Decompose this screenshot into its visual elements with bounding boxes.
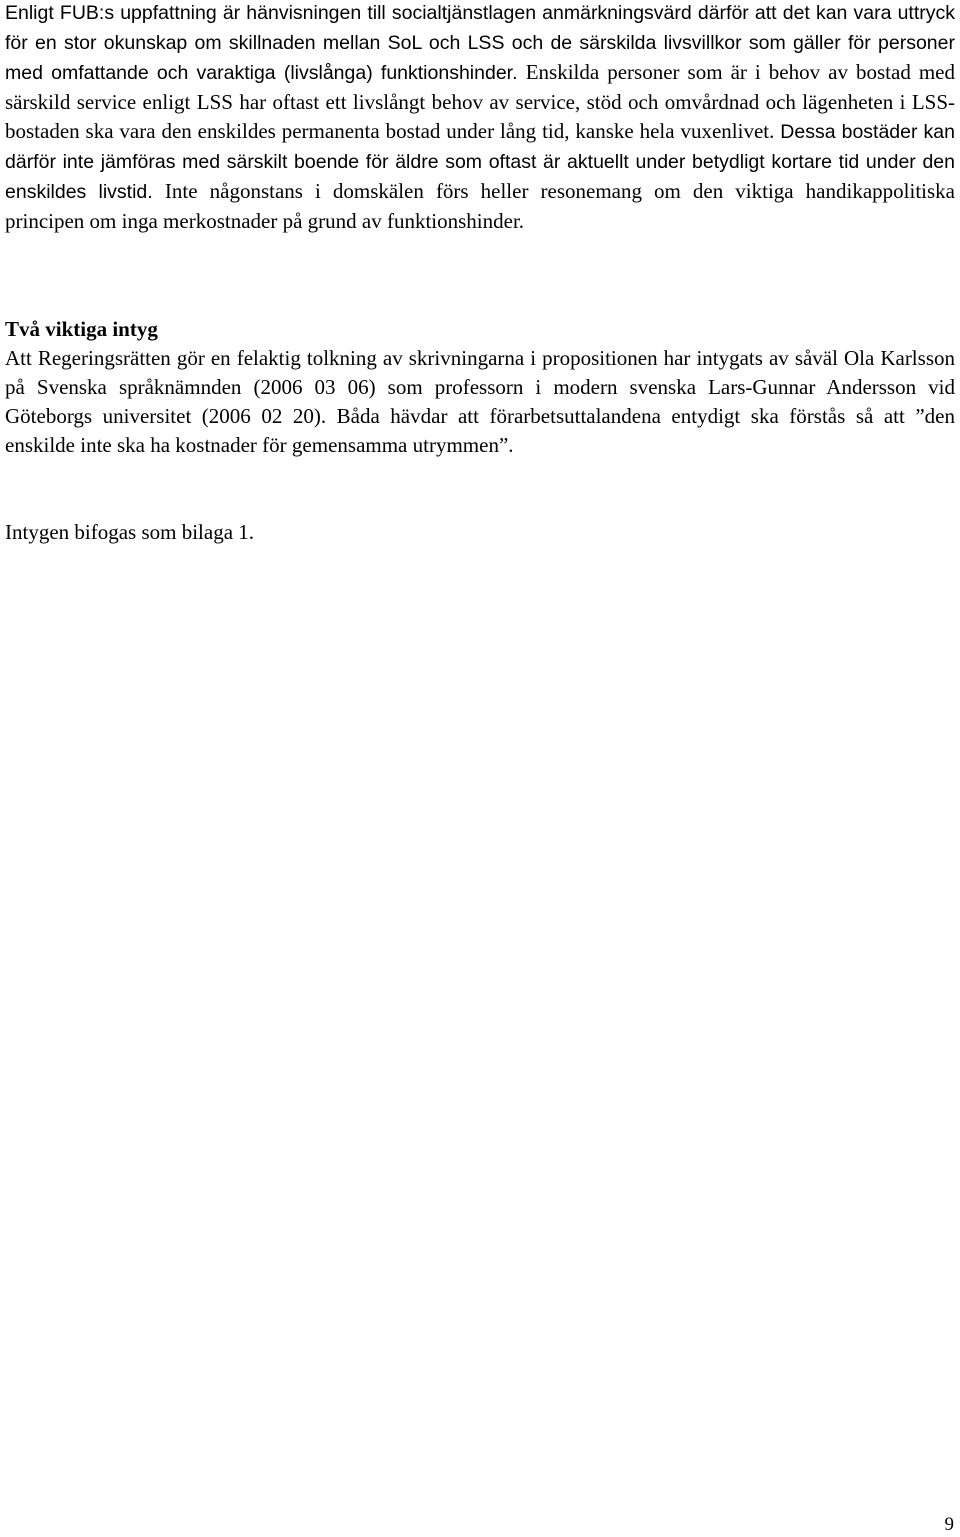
paragraph-1-segment-c: Dessa bostäder kan därför inte jämföras med särskilt boende för äldre som oftast är aktuellt under betydligt kortare tid under den enskildes livstid. [5, 121, 955, 203]
paragraph-1-segment-a: Enligt FUB:s uppfattning är hänvisningen till socialtjänstlagen anmärkningsvärd därför att det kan vara uttryck för en stor okunskap om skillnaden mellan SoL och LSS och de särskilda livsvillkor som gäller för personer med omfattande och varaktiga (livslånga) funktionshinder. [5, 2, 955, 84]
paragraph-1-segment-b: Enskilda personer som är i behov av bostad med särskild service enligt LSS har oftast ett livslångt behov av service, stöd och omvårdnad och lägenheten i LSS-bostaden ska vara den enskildes permanenta bostad under lång tid, kanske hela vuxenlivet. [5, 60, 955, 143]
body-paragraph-2: Att Regeringsrätten gör en felaktig tolkning av skrivningarna i propositionen har intygats av såväl Ola Karlsson på Svenska språknämnden (2006 03 06) som professorn i modern svenska Lars-Gunnar Andersson vid Göteborgs universitet (2006 02 20). Båda hävdar att förarbetsuttalandena entydigt ska förstås så att ”den enskilde inte ska ha kostnader för gemensamma utrymmen”. [5, 346, 955, 457]
page-number: 9 [944, 1514, 954, 1535]
body-paragraph-3: Intygen bifogas som bilaga 1. [5, 520, 255, 544]
paragraph-1-segment-d: Inte någonstans i domskälen förs heller resonemang om den viktiga handikappolitiska principen om inga merkostnader på grund av funktionshinder. [5, 179, 955, 233]
body-paragraph-1 [5, 0, 955, 236]
section-heading: Två viktiga intyg [5, 317, 158, 341]
